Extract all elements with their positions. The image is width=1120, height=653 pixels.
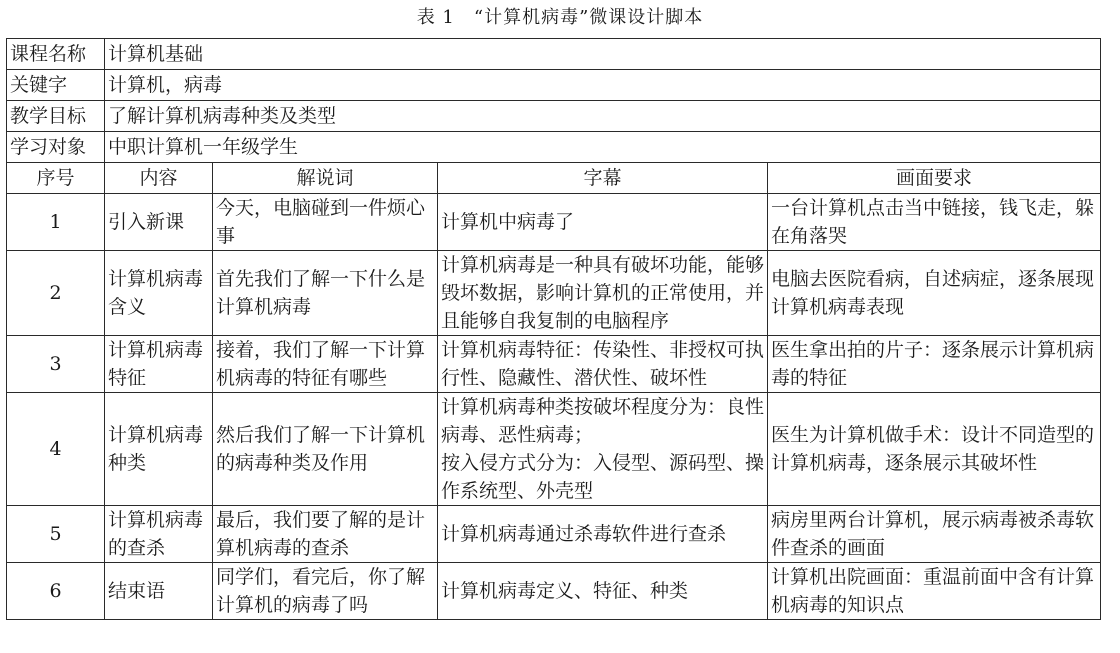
row-visual: 一台计算机点击当中链接，钱飞走，躲在角落哭 — [768, 194, 1101, 251]
row-narration: 最后，我们要了解的是计算机病毒的查杀 — [213, 506, 438, 563]
row-narration: 然后我们了解一下计算机的病毒种类及作用 — [213, 393, 438, 506]
row-narration: 同学们，看完后，你了解计算机的病毒了吗 — [213, 563, 438, 620]
row-narration: 接着，我们了解一下计算机病毒的特征有哪些 — [213, 336, 438, 393]
row-number: 2 — [7, 251, 105, 336]
column-header-narration: 解说词 — [213, 163, 438, 194]
table-row — [7, 393, 1101, 506]
table-row — [7, 251, 1101, 336]
row-content: 结束语 — [105, 563, 213, 620]
row-subtitle: 计算机病毒通过杀毒软件进行查杀 — [438, 506, 768, 563]
table-caption: 表 1 “计算机病毒”微课设计脚本 — [416, 7, 704, 28]
row-narration: 今天，电脑碰到一件烦心事 — [213, 194, 438, 251]
row-subtitle: 计算机病毒定义、特征、种类 — [438, 563, 768, 620]
row-visual: 计算机出院画面：重温前面中含有计算机病毒的知识点 — [768, 563, 1101, 620]
row-number: 1 — [7, 194, 105, 251]
row-content: 引入新课 — [105, 194, 213, 251]
meta-value: 中职计算机一年级学生 — [105, 132, 1101, 163]
row-visual: 病房里两台计算机，展示病毒被杀毒软件查杀的画面 — [768, 506, 1101, 563]
meta-value: 计算机基础 — [105, 39, 1101, 70]
table-row — [7, 506, 1101, 563]
row-number: 3 — [7, 336, 105, 393]
meta-row-keywords — [7, 70, 1101, 101]
meta-label: 课程名称 — [7, 39, 105, 70]
column-header-visual: 画面要求 — [768, 163, 1101, 194]
column-header-subtitle: 字幕 — [438, 163, 768, 194]
meta-value: 了解计算机病毒种类及类型 — [105, 101, 1101, 132]
meta-label: 教学目标 — [7, 101, 105, 132]
column-header-number: 序号 — [7, 163, 105, 194]
table-header-row — [7, 163, 1101, 194]
table-row — [7, 336, 1101, 393]
row-content: 计算机病毒特征 — [105, 336, 213, 393]
row-number: 5 — [7, 506, 105, 563]
row-subtitle: 计算机中病毒了 — [438, 194, 768, 251]
row-narration: 首先我们了解一下什么是计算机病毒 — [213, 251, 438, 336]
meta-label: 学习对象 — [7, 132, 105, 163]
meta-row-course-name — [7, 39, 1101, 70]
meta-value: 计算机，病毒 — [105, 70, 1101, 101]
row-visual: 电脑去医院看病，自述病症，逐条展现计算机病毒表现 — [768, 251, 1101, 336]
microcourse-script-table — [6, 38, 1101, 620]
row-content: 计算机病毒的查杀 — [105, 506, 213, 563]
row-number: 6 — [7, 563, 105, 620]
table-row — [7, 563, 1101, 620]
meta-row-objective — [7, 101, 1101, 132]
meta-row-audience — [7, 132, 1101, 163]
meta-label: 关键字 — [7, 70, 105, 101]
row-visual: 医生为计算机做手术：设计不同造型的计算机病毒，逐条展示其破坏性 — [768, 393, 1101, 506]
row-subtitle: 计算机病毒是一种具有破坏功能，能够毁坏数据，影响计算机的正常使用，并且能够自我复制的电脑程序 — [438, 251, 768, 336]
table-row — [7, 194, 1101, 251]
row-content: 计算机病毒种类 — [105, 393, 213, 506]
row-content: 计算机病毒含义 — [105, 251, 213, 336]
row-subtitle: 计算机病毒特征：传染性、非授权可执行性、隐藏性、潜伏性、破坏性 — [438, 336, 768, 393]
column-header-content: 内容 — [105, 163, 213, 194]
row-visual: 医生拿出拍的片子：逐条展示计算机病毒的特征 — [768, 336, 1101, 393]
row-subtitle: 计算机病毒种类按破坏程度分为：良性病毒、恶性病毒； 按入侵方式分为：入侵型、源码型、操作系统型、外壳型 — [438, 393, 768, 506]
row-number: 4 — [7, 393, 105, 506]
